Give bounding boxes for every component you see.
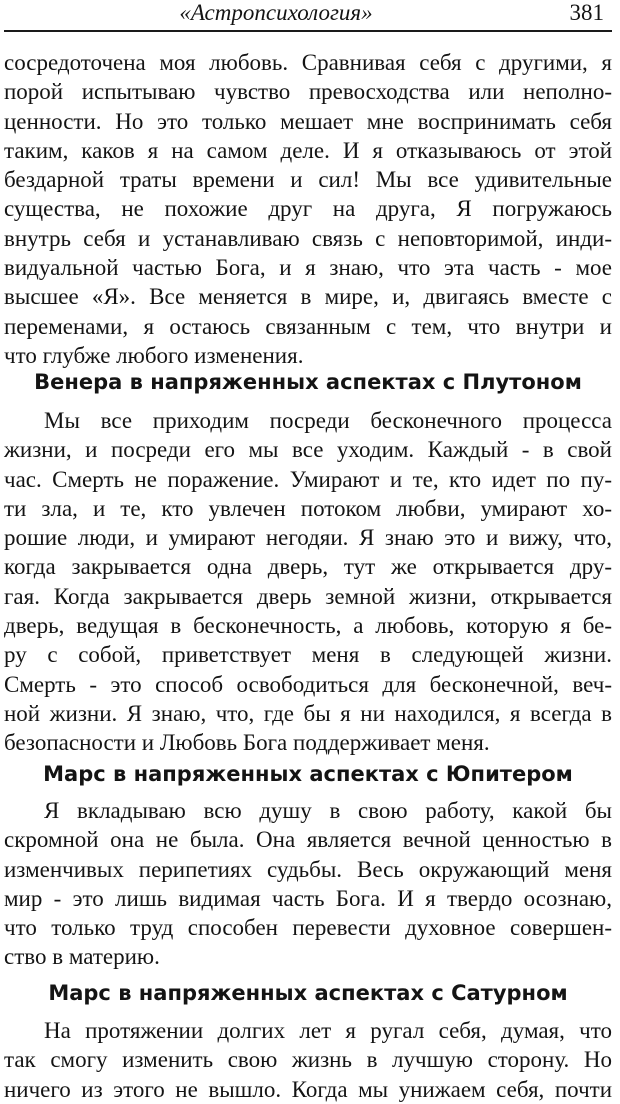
text-line: ти зла, и те, кто увлечен потоком любви, умирают хо-: [4, 495, 612, 521]
text-line: Мы все приходим посреди бесконечного процесса: [44, 408, 612, 433]
text-line: сосредоточена моя любовь. Сравнивая себя с другими, я: [4, 50, 612, 75]
text-line: ценности. Но это только мешает мне воспринимать себя: [4, 108, 612, 134]
running-header: [4, 0, 612, 32]
paragraph-venus-pluto: [4, 406, 612, 758]
text-line: ство в материю.: [4, 944, 160, 970]
text-line: когда закрывается одна дверь, тут же открывается дру-: [4, 554, 612, 580]
text-line: так смогу изменить свою жизнь в лучшую сторону. Но: [4, 1047, 612, 1073]
text-line: видуальной частью Бога, и я знаю, что эта часть - мое: [4, 255, 612, 281]
text-line: жизни, и посреди его мы все уходим. Каждый - в свой: [4, 437, 612, 463]
text-line: мир - это лишь видимая часть Бога. И я твердо осознаю,: [4, 885, 612, 911]
text-line: порой испытываю чувство превосходства или неполно-: [4, 79, 612, 105]
paragraph-intro: [4, 48, 612, 370]
text-line: ной жизни. Я знаю, что, где бы я ни находился, я всегда в: [4, 700, 612, 726]
text-line: высшее «Я». Все меняется в мире, и, двигаясь вместе с: [4, 284, 612, 310]
text-line: существа, не похожие друг на друга, Я погружаюсь: [4, 196, 612, 222]
text-line: На протяжении долгих лет я ругал себя, думая, что: [44, 1018, 612, 1043]
text-line: гая. Когда закрывается дверь земной жизни, открывается: [4, 583, 612, 609]
text-line: бездарной траты времени и сил! Мы все удивительные: [4, 167, 612, 193]
text-line: внутрь себя и устанавливаю связь с неповторимой, инди-: [4, 225, 612, 251]
text-line: безопасности и Любовь Бога поддерживает меня.: [4, 730, 490, 756]
paragraph-mars-saturn: [4, 1016, 612, 1104]
text-line: ничего из этого не вышло. Когда мы унижаем себя, почти: [4, 1076, 612, 1102]
text-line: изменчивых перипетиях судьбы. Весь окружающий меня: [4, 856, 612, 882]
text-line: таким, каков я на самом деле. И я отказываюсь от этой: [4, 137, 612, 163]
text-line: час. Смерть не поражение. Умирают и те, кто идет по пу-: [4, 466, 612, 492]
section-heading-venus-pluto: Венера в напряженных аспектах с Плутоном: [34, 370, 582, 394]
text-line: скромной она не была. Она является вечной ценностью в: [4, 827, 612, 853]
section-heading-mars-jupiter: Марс в напряженных аспектах с Юпитером: [43, 762, 573, 786]
text-line: что только труд способен перевести духовное совершен-: [4, 915, 612, 941]
text-line: Я вкладываю всю душу в свою работу, какой бы: [44, 798, 612, 823]
text-line: дверь, ведущая в бесконечность, а любовь, которую я бе-: [4, 613, 612, 639]
text-line: что глубже любого изменения.: [4, 342, 304, 368]
running-title: «Астропсихология»: [179, 0, 373, 25]
text-line: рошие люди, и умирают негодяи. Я знаю это и вижу, что,: [4, 525, 612, 551]
text-line: Смерть - это способ освободиться для бесконечной, веч-: [4, 671, 612, 697]
text-line: переменами, я остаюсь связанным с тем, что внутри и: [4, 313, 612, 339]
page-number: 381: [569, 0, 604, 25]
text-line: ру с собой, приветствует меня в следующей жизни.: [4, 642, 612, 668]
section-heading-mars-saturn: Марс в напряженных аспектах с Сатурном: [48, 981, 568, 1005]
paragraph-mars-jupiter: [4, 796, 612, 972]
